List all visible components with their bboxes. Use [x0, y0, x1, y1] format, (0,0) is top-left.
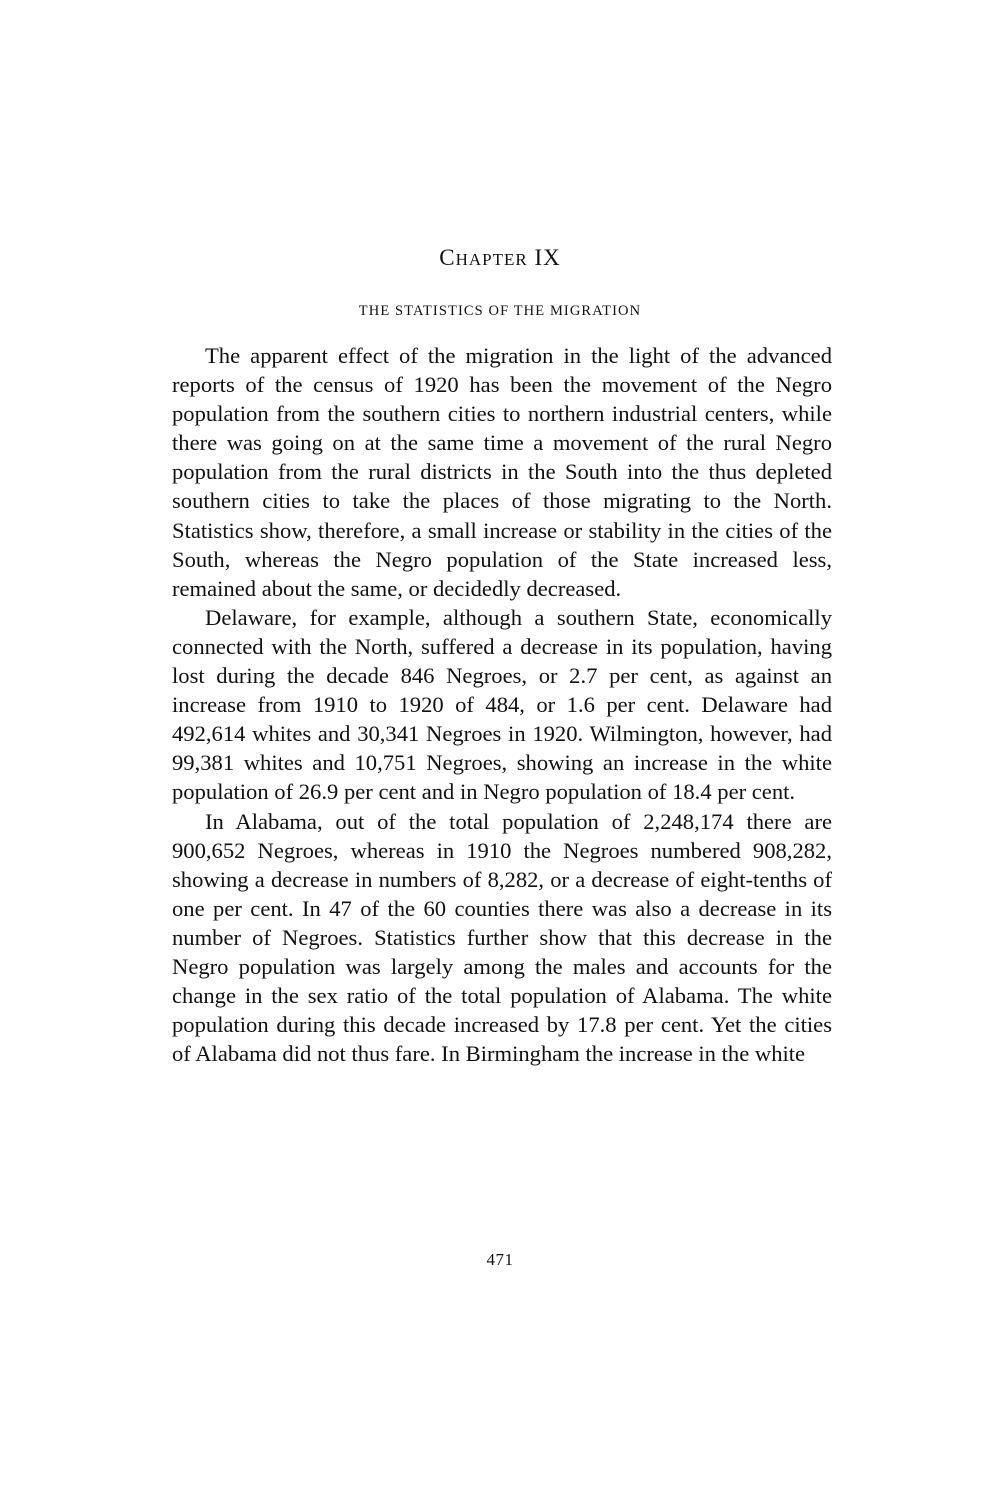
section-title: THE STATISTICS OF THE MIGRATION: [358, 303, 642, 319]
chapter-word-rest: HAPTER: [455, 250, 528, 269]
paragraph-1: The apparent effect of the migration in the light of the advanced reports of the census of 1920 has been the movement of the Negro population from the southern cities to northern industrial centers, while there was going on at the same time a movement of the rural Negro population from the rural districts in the South into the thus depleted southern cities to take the places of those migrating to the North. Statistics show, therefore, a small increase or stability in the cities of the South, whereas the Negro population of the State increased less, remained about the same, or decidedly decreased.: [172, 343, 832, 601]
body-text: [172, 341, 832, 1068]
chapter-numeral: IX: [534, 245, 561, 270]
paragraph-2: Delaware, for example, although a southern State, economically connected with the North, suffered a decrease in its population, having lost during the decade 846 Negroes, or 2.7 per cent, as against an increase from 1910 to 1920 of 484, or 1.6 per cent. Delaware had 492,614 whites and 30,341 Negroes in 1920. Wilmington, however, had 99,381 whites and 10,751 Negroes, showing an increase in the white population of 26.9 per cent and in Negro population of 18.4 per cent.: [172, 604, 832, 805]
paragraph-3: In Alabama, out of the total population of 2,248,174 there are 900,652 Negroes, whereas in 1910 the Negroes numbered 908,282, showing a decrease in numbers of 8,282, or a decrease of eight-tenths of one per cent. In 47 of the 60 counties there was also a decrease in its number of Negroes. Statistics further show that this decrease in the Negro population was largely among the males and accounts for the change in the sex ratio of the total population of Alabama. The white population during this decade increased by 17.8 per cent. Yet the cities of Alabama did not thus fare. In Birmingham the increase in the white: [172, 808, 832, 1067]
chapter-word-initial: C: [439, 245, 456, 270]
page-number: 471: [486, 1250, 514, 1269]
chapter-heading: [0, 243, 1000, 275]
